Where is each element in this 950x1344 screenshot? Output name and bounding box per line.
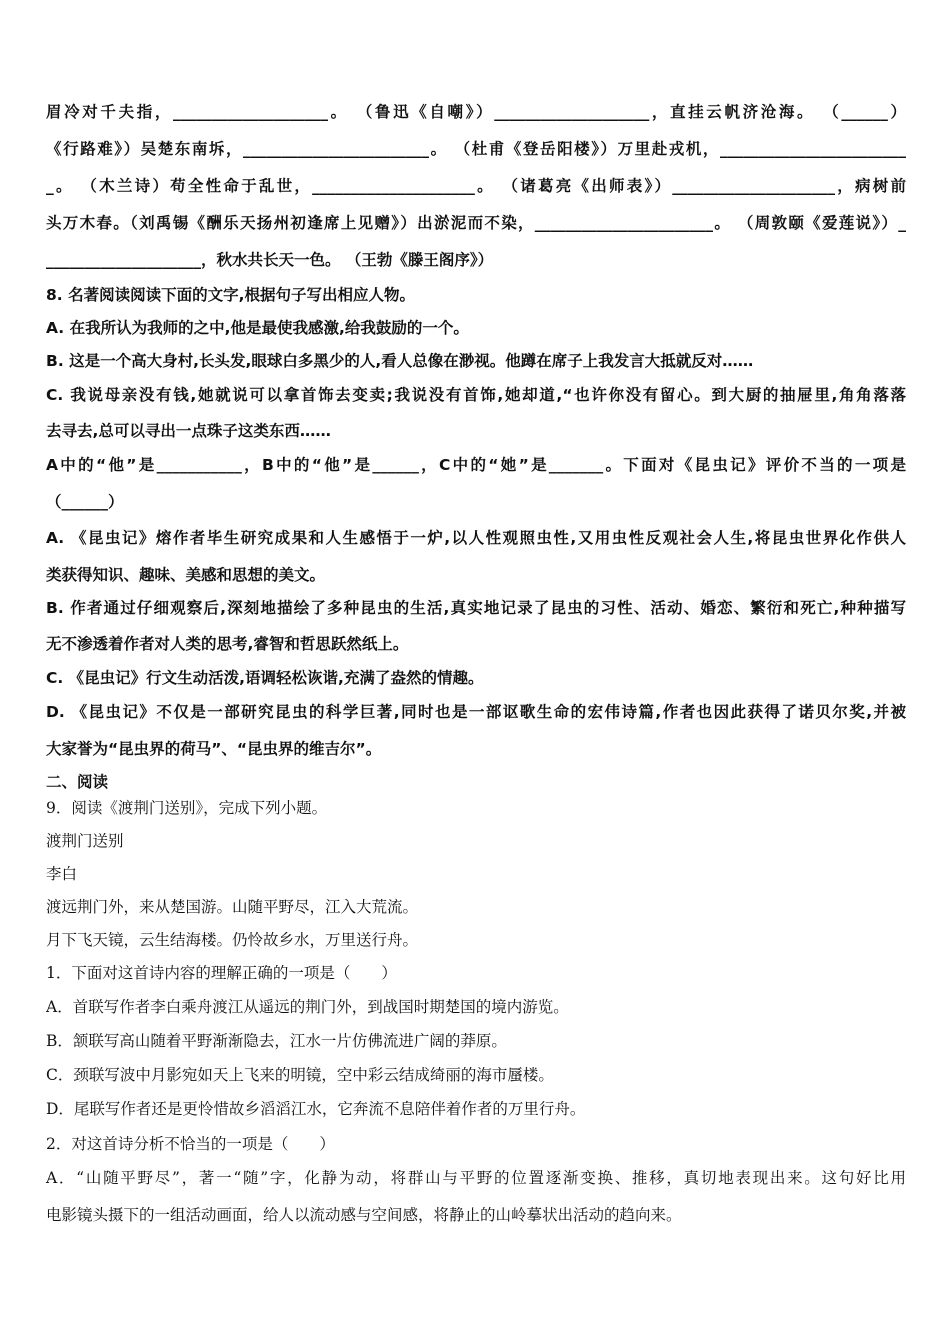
poetry-fill-line-5: ____________________，秋水共长天一色。 （王勃《滕王阁序》） (46, 250, 494, 269)
q8-passage-a: A. 在我所认为我师的之中,他是最使我感激,给我鼓励的一个。 (46, 319, 469, 337)
q8-option-a-line-2: 类获得知识、趣味、美感和思想的美文。 (46, 566, 326, 584)
q9-stem: 9．阅读《渡荆门送别》，完成下列小题。 (46, 799, 328, 817)
q8-option-b-line-1: B. 作者通过仔细观察后,深刻地描绘了多种昆虫的生活,真实地记录了昆虫的习性、活动、婚恋、繁衍和死亡,种种描写 (46, 599, 906, 617)
q8-passage-b: B. 这是一个高大身村,长头发,眼球白多黑少的人,看人总像在渺视。他蹲在席子上我发言大抵就反对…… (46, 352, 754, 370)
poem-author: 李白 (46, 865, 78, 883)
sub1-option-a: A．首联写作者李白乘舟渡江从遥远的荆门外，到战国时期楚国的境内游览。 (46, 998, 569, 1016)
section-heading-reading: 二、阅读 (46, 772, 109, 791)
poetry-fill-line-2: 《行路难》）吴楚东南坼，________________________。 （杜甫《登岳阳楼》）万里赴戎机，________________________ (46, 139, 906, 158)
q8-fill-line-2: （______） (46, 493, 124, 511)
sub1-option-b: B．颔联写高山随着平野渐渐隐去，江水一片仿佛流进广阔的莽原。 (46, 1032, 507, 1050)
poem-title: 渡荆门送别 (46, 832, 124, 850)
q8-option-d-line-1: D. 《昆虫记》不仅是一部研究昆虫的科学巨著,同时也是一部讴歌生命的宏伟诗篇,作者也因此获得了诺贝尔奖,并被 (46, 703, 906, 721)
q8-fill-line-1: A中的“他”是___________，B中的“他”是______，C中的“她”是_______。下面对《昆虫记》评价不当的一项是 (46, 456, 906, 474)
poetry-fill-line-1: 眉冷对千夫指，____________________。 （鲁迅《自嘲》）____________________，直挂云帆济沧海。 （______） (46, 102, 906, 121)
q8-passage-c-line-1: C. 我说母亲没有钱,她就说可以拿首饰去变卖;我说没有首饰,她却道,“也许你没有留心。到大厨的抽屉里,角角落落 (46, 386, 906, 404)
poem-line-1: 渡远荆门外，来从楚国游。山随平野尽，江入大荒流。 (46, 898, 419, 916)
q8-option-d-line-2: 大家誉为“昆虫界的荷马”、“昆虫界的维吉尔”。 (46, 740, 382, 758)
q8-option-a-line-1: A. 《昆虫记》熔作者毕生研究成果和人生感悟于一炉,以人性观照虫性,又用虫性反观社会人生,将昆虫世界化作供人 (46, 529, 906, 547)
q8-option-b-line-2: 无不渗透着作者对人类的思考,睿智和哲思跃然纸上。 (46, 635, 409, 653)
sub2-option-a-line-1: A．“山随平野尽”，著一“随”字，化静为动，将群山与平野的位置逐渐变换、推移，真切地表现出来。这句好比用 (46, 1169, 906, 1187)
poetry-fill-line-4: 头万木春。（刘禹锡《酬乐天扬州初逢席上见赠》）出淤泥而不染，_______________________。 （周敦颐《爱莲说》）_ (46, 213, 906, 232)
q8-stem: 8. 名著阅读阅读下面的文字,根据句子写出相应人物。 (46, 286, 415, 304)
q8-option-c: C. 《昆虫记》行文生动活泼,语调轻松诙谐,充满了盎然的情趣。 (46, 669, 484, 687)
sub2-stem: 2．对这首诗分析不恰当的一项是（ ） (46, 1135, 335, 1153)
sub1-option-d: D．尾联写作者还是更怜惜故乡滔滔江水，它奔流不息陪伴着作者的万里行舟。 (46, 1100, 586, 1118)
poetry-fill-line-3: _。 （木兰诗）苟全性命于乱世，_____________________。 （诸葛亮《出师表》）_____________________，病树前 (46, 176, 906, 195)
sub2-option-a-line-2: 电影镜头摄下的一组活动画面，给人以流动感与空间感，将静止的山岭摹状出活动的趋向来。 (46, 1206, 682, 1224)
sub1-stem: 1．下面对这首诗内容的理解正确的一项是（ ） (46, 964, 397, 982)
poem-line-2: 月下飞天镜，云生结海楼。仍怜故乡水，万里送行舟。 (46, 931, 419, 949)
sub1-option-c: C．颈联写波中月影宛如天上飞来的明镜，空中彩云结成绮丽的海市蜃楼。 (46, 1066, 554, 1084)
q8-passage-c-line-2: 去寻去,总可以寻出一点珠子这类东西…… (46, 422, 331, 440)
